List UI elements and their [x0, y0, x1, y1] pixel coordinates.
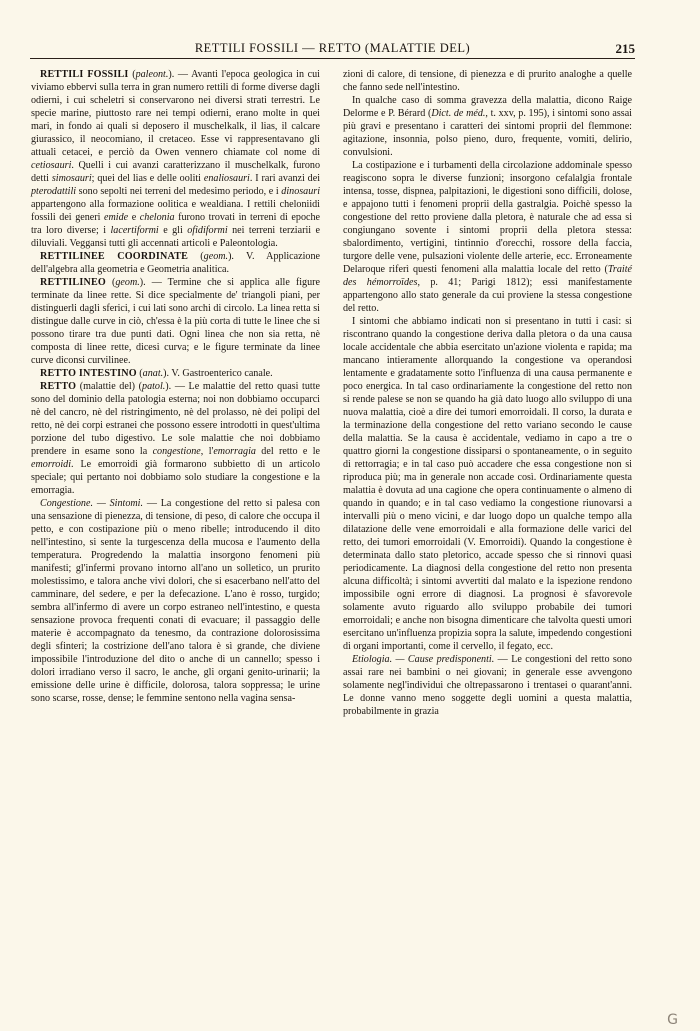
paragraph: Congestione. — Sintomi. — La congestione del retto si palesa con una sensazione di pienezza, di tensione, di peso, di calore che occupa il petto, e con costipazione più o meno ribelle; introducendo il dito nell'intestino, si sente la turgescenza della mucosa e l'aumento della temperatura. Progredendo la malattia insorgono fenomeni più manifesti; gl'infermi provano intorno all'ano un solletico, un prurito molestissimo, e talora anche vivi dolori, che si esacerbano nell'atto del camminare, del sedere, e per la defecazione. L'ano è rosso, turgido; sembra all'infermo di avere un corpo estraneo nell'intestino, e questa sensazione provoca frequenti conati di evacuare; il passaggio delle materie è accompagnato da tenesmo, da contrazione dolorosissima degli sfinteri; la costrizione dell'ano talora è sì grande, che diviene impossibile l'introduzione del dito o anche di un cannello; spesso i dolori irradiano verso il sacro, le anche, gli organi genito-urinarii; la emissione delle urine è difficile, dolorosa, talora soppressa; le urine sono scarse, rosse, dense; le femmine sentono nella vagina sensa-	[31, 498, 320, 704]
paragraph: RETTILI FOSSILI (paleont.). — Avanti l'epoca geologica in cui viviamo ebbervi sulla terra in gran numero rettili di forme diverse dagli odierni, i cui scheletri si conservarono nei diversi strati terrestri. Le specie marine, piuttosto rare nei tempi odierni, erano molte in quei mari, in fondo ai quali si deposero il muschelkalk, il lias, il calcare giurassico, il neocomiano, il cretaceo. Esse vi rappresentavano gli attuali cetacei, e perciò da Owen vennero chiamate col nome di cetiosauri. Quelli i cui avanzi caratterizzano il muschelkalk, furono detti simosauri; quei del lias e delle ooliti enaliosauri. I rari avanzi dei pterodattili sono sepolti nei terreni del medesimo periodo, e i dinosauri appartengono alla formazione oolitica e wealdiana. I rettili cheloniidi fossili dei generi emide e chelonia furono trovati in terreni di epoche tra loro diverse; i lacertiformi e gli ofidiformi nei terreni terziarii e diluviali. Veggansi tutti gli accennati articoli e Paleontologia.	[31, 69, 320, 249]
paragraph: I sintomi che abbiamo indicati non si presentano in tutti i casi: si riscontrano quando la congestione deriva dalla pletora o da una causa locale accidentale che abbia esercitato un'azione violenta e rapida; ma mancano intieramente allorquando la congestione va operandosi lentamente e gradatamente sotto l'influenza di una causa permanente e poco energica. In tal caso ordinariamente la congestione del retto non si rende palese se non se quando ha già dato luogo allo sviluppo di una nuova malattia, cioè a dire dei tumori emorroidali. Il corso, la durata e la terminazione della congestione del retto variano secondo le cause della malattia. Se la causa è accidentale, vediamo in capo a tre o quattro giorni la congestione dissiparsi o spontaneamente, o in seguito di rettorragia; e in tal caso può accadere che essa congestione non si riproduca più; ma in generale non accade così. Ordinariamente questa malattia è dovuta ad una cagione che opera continuamente o almeno di quando in quando; e in tal caso vediamo la congestione riunovarsi a intervalli più o meno vicini, e dar luogo dopo un qualche tempo alla dilatazione delle vene emorroidali e alla formazione delle varici del retto, dei tumori emorroidali (V. Emorroidi). Quando la congestione è determinata dallo stato pletorico, accade spesso che si rinnovi quasi periodicamente. La diagnosi della congestione del retto non presenta alcuna difficoltà; i sintomi avvertiti dal malato e la ispezione rendono impossibile ogni errore di diagnosi. La prognosi è sfavorevole solamente avuto riguardo allo sviluppo probabile dei tumori emorroidali; e anche non bisogna dimenticare che talvolta questi umori esercitano un'influenza propizia sopra la salute, impedendo congestioni di organi importanti, come il cervello, il fegato, ecc.	[343, 316, 632, 652]
paragraph: La costipazione e i turbamenti della circolazione addominale spesso reagiscono sopra le diverse funzioni; insorgono cefalalgia frontale intensa, tosse, dispnea, palpitazioni, le digestioni sono difficili, dolose, e appajono tutti i fenomeni proprii della gastralgia. Poichè spesso la congestione del retto proviene dalla pletora, è naturale che ad essa si congiungano sovente i sintomi proprii della pletora stessa: sbalordimento, vertigini, tintinnio d'orecchi, rossore della faccia, turgore delle vene, pulsazioni violente delle arterie, ecc. Erroneamente Delaroque riferì questi fenomeni alla malattia locale del retto (Traité des hémorroïdes, p. 41; Parigi 1812); essi manifestamente appartengono allo stato generale da cui proviene la stessa congestione del retto.	[343, 160, 632, 314]
paragraph: In qualche caso di somma gravezza della malattia, dicono Raige Delorme e P. Bérard (Dict. de méd., t. xxv, p. 195), i sintomi sono assai più gravi e presentano i caratteri dei sintomi proprii del flemmone: agitazione, insonnia, polso pieno, duro, frequente, vomiti, delirio, convulsioni.	[343, 95, 632, 158]
paragraph: Etiologia. — Cause predisponenti. — Le congestioni del retto sono assai rare nei bambini o nei giovani; in generale esse avvengono solamente negl'individui che oltrepassarono i trentasei o quarant'anni. Le donne vanno meno soggette degli uomini a questa malattia, probabilmente in grazia	[343, 654, 632, 717]
page-number: 215	[615, 41, 635, 56]
paragraph: zioni di calore, di tensione, di pienezza e di prurito analoghe a quelle che fanno sede nell'intestino.	[343, 69, 632, 93]
paragraph: RETTILINEE COORDINATE (geom.). V. Applicazione dell'algebra alla geometria e Geometria analitica.	[31, 251, 320, 275]
paragraph: RETTO (malattie del) (patol.). — Le malattie del retto quasi tutte sono del dominio della patologia esterna; noi non dobbiamo occuparci nè del cancro, nè del ristringimento, nè del prolasso, nè dei polipi del retto, nè dei corpi estranei che possono essere introdotti in quest'ultima porzione del tubo digestivo. Le sole malattie che noi dobbiamo prendere in esame sono la congestione, l'emorragia del retto e le emorroidi. Le emorroidi già formarono subbietto di un articolo speciale; qui pertanto noi dobbiamo solo studiare la congestione e la emorragia.	[31, 381, 321, 496]
right-column	[343, 68, 632, 1008]
watermark-mark: G	[667, 1012, 678, 1028]
header-rule	[30, 58, 635, 59]
left-column	[31, 68, 320, 1008]
running-header	[30, 41, 635, 57]
paragraph: RETTILINEO (geom.). — Termine che si applica alle figure terminate da linee rette. Si dice specialmente de' triangoli piani, per distinguerli dagli sferici, i cui lati sono archi di circolo. La linea retta si distingue dalle curve in ciò, ch'essa è la più corta di tutte le linee che si possono tirare tra due punti dati. Ogni linea che non sia retta, nè composta di linee rette, dicesi curva; e le figure terminate da linee curve diconsi curvilinee.	[31, 277, 320, 366]
running-title: RETTILI FOSSILI — RETTO (MALATTIE DEL)	[194, 41, 471, 55]
paragraph: RETTO INTESTINO (anat.). V. Gastroenterico canale.	[40, 368, 273, 379]
